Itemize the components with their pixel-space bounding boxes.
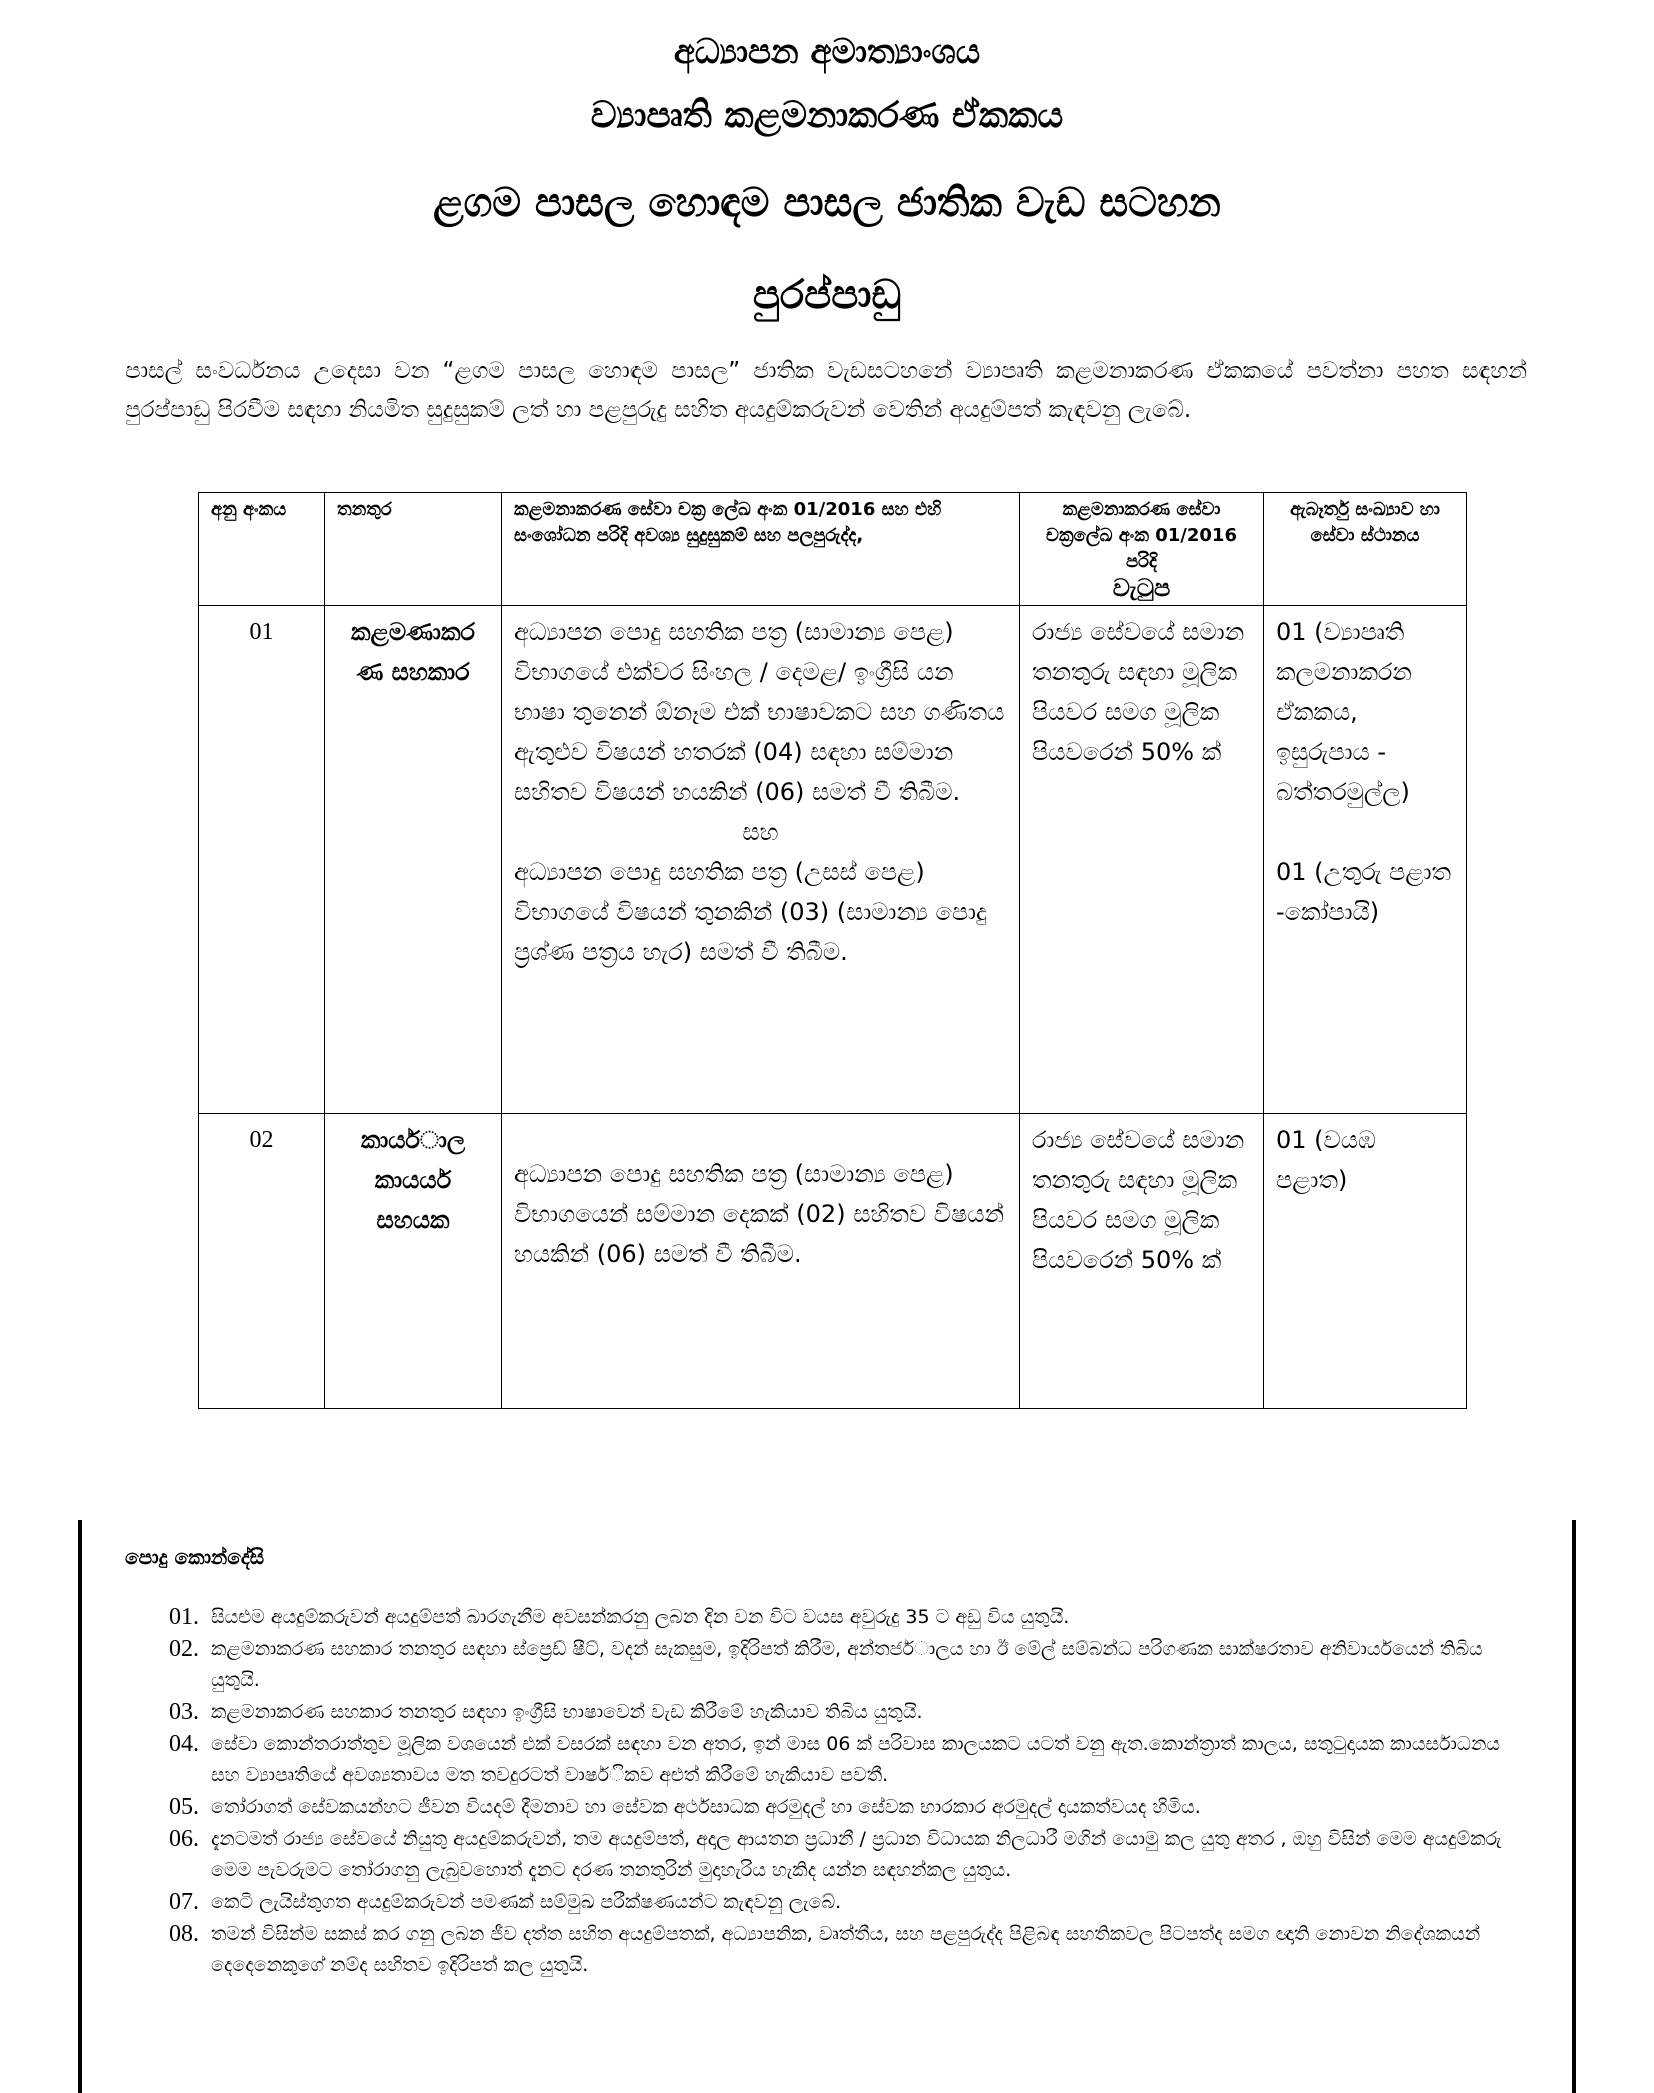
row-serial: 01 xyxy=(199,606,325,1114)
condition-number: 05. xyxy=(169,1794,199,1820)
unit-heading: ව්‍යාපෘති කළමනාකරණ ඒකකය xyxy=(590,95,1064,136)
qualification-and: සහ xyxy=(742,818,779,846)
list-item xyxy=(125,1729,1515,1791)
vacancies-heading: පුරප්පාඩු xyxy=(752,272,902,318)
header-post: තනතුර xyxy=(325,493,502,606)
condition-text: තමන් විසින්ම සකස් කර ගනු ලබන ජීව දත්ත සහිත අයදුම්පතක්, අධ්‍යාපනික, වෘත්තීය, සහ පළපුරුද්ද පිළිබඳ සහතිකවල පිටපත්ද සමග ඥාති නොවන නිදේශකයන් දෙදෙනෙකුගේ නම්ද සහිතව ඉදිරිපත් කල යුතුයි. xyxy=(211,1923,1481,1976)
vacancy-table xyxy=(198,492,1467,1409)
row-salary: රාජ්‍ය සේවයේ සමාන තනතුරු සඳහා මූලික පියවර සමග මූලික පියවරෙන් 50% ක් xyxy=(1020,1114,1264,1409)
condition-text: සේවා කොන්තරාත්තුව මූලික වශයෙන් එක් වසරක් සඳහා වන අතර, ඉන් මාස 06 ක් පරිවාස කාලයකට යටත් වනු ඇත.කොන්ත්‍රාත් කාලය, සතුටුදායක කායර්සාධනය සහ ව්‍යාපෘතියේ අවශ්‍යතාවය මත තවදුරටත් වාෂර්ිකව අළුත් කිරීමේ හැකියාව පවතී. xyxy=(211,1733,1501,1786)
row-post: කළමණාකර ණ සහකාර xyxy=(325,606,502,1114)
list-item xyxy=(125,1602,1515,1633)
header-salary-label: කළමනාකරණ සේවා චක්‍රලේඛ අංක 01/2016 පරිදි xyxy=(1046,499,1237,572)
general-conditions-list xyxy=(125,1602,1515,1982)
programme-heading: ළගම පාසල හොඳම පාසල ජාතික වැඩ සටහන xyxy=(433,180,1221,226)
general-conditions-title: පොදු කොන්දේසි xyxy=(125,1545,265,1569)
qualification-ol: අධ්‍යාපන පොදු සහතික පත්‍ර (සාමාන්‍ය පෙළ) විභාගයේ එක්වර සිංහල / දෙමළ/ ඉංග්‍රීසි යන භාෂා තුනෙන් ඕනෑම එක් භාෂාවකට සහ ගණිතය ඇතුළුව විෂයන් හතරක් (04) සඳහා සම්මාන සහිතව විෂයන් හයකින් (06) සමත් වී තිබීම. xyxy=(514,618,1005,806)
condition-text: දැනටමත් රාජ්‍ය සේවයේ නියුතු අයදුම්කරුවන්, තම අයදුම්පත්, අදාල ආයතන ප්‍රධානී / ප්‍රධාන විධායක නිලධාරී මගින් යොමු කල යුතු අතර , ඔහු විසින් මෙම අයදුම්කරු මෙම පැවරුමට තෝරාගනු ලැබුවහොත් දැනට දරණ තනතුරින් මුදාහැරිය හැකිද යන්න සඳහන්කල යුතුය. xyxy=(211,1828,1502,1881)
row-vacancies: 01 (වයඹ පළාත) xyxy=(1264,1114,1467,1409)
condition-number: 02. xyxy=(169,1636,199,1662)
condition-number: 08. xyxy=(169,1921,199,1947)
row-qualifications: අධ්‍යාපන පොදු සහතික පත්‍ර (සාමාන්‍ය පෙළ) විභාගයෙන් සම්මාන දෙකක් (02) සහිතව විෂයන් හයකින් (06) සමත් වී තිබීම. xyxy=(502,1114,1020,1409)
list-item xyxy=(125,1919,1515,1981)
row-qualifications xyxy=(502,606,1020,1114)
vacancy-location-2: 01 (උතුරු පළාත -කෝපායි) xyxy=(1276,858,1451,926)
condition-text: තෝරාගත් සේවකයන්හට ජීවන වියදම් දීමනාව හා සේවක අර්ථසාධක අරමුදල් හා සේවක භාරකාර අරමුදල් දායකත්වයද හිමිය. xyxy=(211,1796,1201,1818)
condition-number: 03. xyxy=(169,1699,199,1725)
header-vacancies: ඇබෑර්තු සංඛ්‍යාව හා සේවා ස්ථානය xyxy=(1264,493,1467,606)
left-border-line xyxy=(78,1520,82,2093)
header-salary xyxy=(1020,493,1264,606)
table-header-row xyxy=(199,493,1467,606)
ministry-heading: අධ්‍යාපන අමාත්‍යාංශය xyxy=(673,32,981,72)
vacancy-spacer xyxy=(1276,812,1454,852)
row-vacancies xyxy=(1264,606,1467,1114)
table-row xyxy=(199,606,1467,1114)
list-item xyxy=(125,1697,1515,1728)
condition-text: සියළුම අයදුම්කරුවන් අයදුම්පත් බාරගැනීම අවසන්කරනු ලබන දින වන විට වයස අවුරුදු 35 ට අඩු විය යුතුයි. xyxy=(211,1606,1070,1628)
vacancy-location-1: 01 (ව්‍යාපෘති කලමනාකරන ඒකකය, ඉසුරුපාය - බත්තරමුල්ල) xyxy=(1276,618,1412,806)
row-post: කායර්ාල කායර්ය සහයක xyxy=(325,1114,502,1409)
list-item xyxy=(125,1887,1515,1918)
qualification-al: අධ්‍යාපන පොදු සහතික පත්‍ර (උසස් පෙළ) විභාගයේ විෂයන් තුනකින් (03) (සාමාන්‍ය පොදු ප්‍රශ්ණ පත්‍රය හැර) සමත් වී තිබීම. xyxy=(514,858,987,966)
intro-paragraph: පාසල් සංවර්ධනය උදෙසා වන “ළගම පාසල හොඳම පාසල” ජාතික වැඩසටහනේ ව්‍යාපෘති කළමනාකරණ ඒකකයේ පවත්නා පහත සඳහන් පුරප්පාඩු පිරවීම සඳහා නියමිත සුදුසුකම් ලත් හා පළපුරුදු සහිත අයදුම්කරුවන් වෙතින් අයදුම්පත් කැඳවනු ලැබේ. xyxy=(125,358,1527,423)
condition-text: කළමනාකරණ සහකාර තනතුර සඳහා ස්ප්‍රෙඩ් ෂීට්, වදන් සැකසුම, ඉදිරිපත් කිරීම, අන්තජර්ාලය හා ඊ මේල් සම්බන්ධ පරිගණක සාක්ෂරතාව අනිවාර්යයෙන් තිබිය යුතුයි. xyxy=(211,1638,1483,1691)
header-qualifications: කළමනාකරණ සේවා චක්‍ර ලේඛ අංක 01/2016 සහ එහි සංශෝධන පරිදි අවශ්‍ය සුදුසුකම් සහ පලපුරුද්ද, xyxy=(502,493,1020,606)
header-salary-word: වැටුප xyxy=(1112,574,1171,602)
table-row xyxy=(199,1114,1467,1409)
list-item xyxy=(125,1792,1515,1823)
condition-text: කළමනාකරණ සහකාර තනතුර සඳහා ඉංග්‍රීසි භාෂාවෙන් වැඩ කිරීමේ හැකියාව තිබිය යුතුයි. xyxy=(211,1701,923,1723)
condition-text: කෙටි ලැයිස්තුගත අයදුම්කරුවන් පමණක් සම්මුඛ පරීක්ෂණයන්ට කැඳවනු ලැබේ. xyxy=(211,1891,842,1913)
header-serial: අනු අංකය xyxy=(199,493,325,606)
row-serial: 02 xyxy=(199,1114,325,1409)
row-salary: රාජ්‍ය සේවයේ සමාන තනතුරු සඳහා මූලික පියවර සමග මූලික පියවරෙන් 50% ක් xyxy=(1020,606,1264,1114)
list-item xyxy=(125,1824,1515,1886)
right-border-line xyxy=(1572,1520,1576,2093)
condition-number: 06. xyxy=(169,1826,199,1852)
condition-number: 07. xyxy=(169,1889,199,1915)
condition-number: 04. xyxy=(169,1731,199,1757)
list-item xyxy=(125,1634,1515,1696)
condition-number: 01. xyxy=(169,1604,199,1630)
